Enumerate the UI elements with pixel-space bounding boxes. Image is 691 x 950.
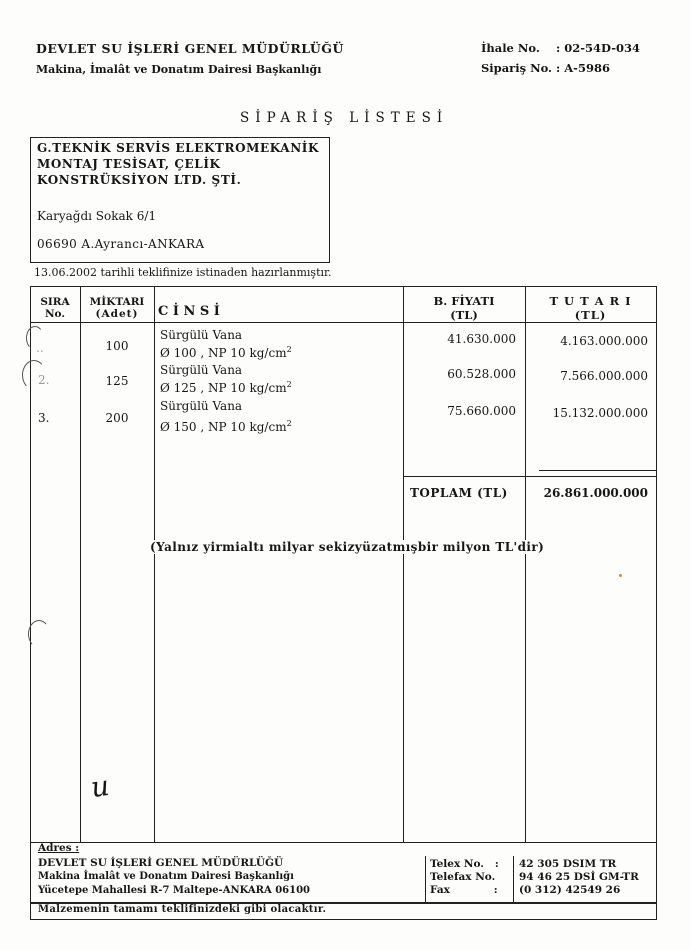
address-divider-1 <box>425 856 426 903</box>
table-header-rule <box>30 322 657 323</box>
stain-dot <box>619 574 622 577</box>
row-unit-price: 60.528.000 <box>447 367 516 381</box>
address-line-1: DEVLET SU İŞLERİ GENEL MÜDÜRLÜĞÜ <box>38 857 284 869</box>
header-cinsi: C İ N S İ <box>158 304 220 319</box>
total-underline <box>539 470 656 471</box>
row-desc-name: Sürgülü Vana <box>160 399 243 413</box>
row-quantity: 200 <box>105 411 129 425</box>
org-name: DEVLET SU İŞLERİ GENEL MÜDÜRLÜĞÜ <box>36 41 344 56</box>
col-divider-1 <box>80 286 81 842</box>
col-divider-2 <box>154 286 155 842</box>
page-title: SİPARİŞ LİSTESİ <box>240 110 449 126</box>
siparis-value: : A-5986 <box>556 61 610 75</box>
address-line-3: Yücetepe Mahallesi R-7 Maltepe-ANKARA 06100 <box>38 885 310 896</box>
punch-mark <box>28 620 50 648</box>
col-divider-3 <box>403 286 404 842</box>
address-line-2: Makina İmalât ve Donatım Dairesi Başkanlığı <box>38 871 294 882</box>
adres-label: Adres : <box>38 842 80 854</box>
row-number: 2. <box>38 373 50 387</box>
telex-label: Telex No. : <box>430 858 499 870</box>
row-desc-spec: Ø 100 , NP 10 $kg/cm^2$ <box>160 345 292 360</box>
siparis-label: Sipariş No. <box>481 61 553 75</box>
row-quantity: 125 <box>105 374 129 388</box>
row-desc-spec: Ø 125 , NP 10 $kg/cm^2$ <box>160 380 292 395</box>
row-total: 4.163.000.000 <box>560 334 648 348</box>
header-miktari: MİKTARI (Adet) <box>89 296 145 320</box>
header-tutari: T U T A R I (TL) <box>549 294 632 322</box>
row-number: .. <box>36 341 44 355</box>
row-total: 7.566.000.000 <box>560 369 648 383</box>
row-desc-spec: Ø 150 , NP 10 $kg/cm^2$ <box>160 419 292 434</box>
ihale-label: İhale No. <box>481 41 540 55</box>
fax-value: (0 312) 42549 26 <box>519 884 621 896</box>
row-unit-price: 41.630.000 <box>447 332 516 346</box>
dept-name: Makina, İmalât ve Donatım Dairesi Başkanlığı <box>36 63 322 76</box>
handwritten-initial: u <box>88 768 112 805</box>
total-value: 26.861.000.000 <box>543 486 648 500</box>
punch-mark <box>22 360 46 390</box>
row-unit-price: 75.660.000 <box>447 404 516 418</box>
ihale-value: : 02-54D-034 <box>556 41 640 55</box>
row-desc-name: Sürgülü Vana <box>160 328 243 342</box>
reference-note: 13.06.2002 tarihli teklifinize istinaden hazırlanmıştır. <box>34 266 332 279</box>
punch-mark <box>26 326 44 350</box>
recipient-line-2: MONTAJ TESİSAT, ÇELİK <box>37 157 221 171</box>
telefax-value: 94 46 25 DSİ GM-TR <box>519 871 639 883</box>
address-divider-2 <box>513 856 514 903</box>
col-divider-4 <box>525 286 526 842</box>
telex-value: 42 305 DSIM TR <box>519 858 617 870</box>
recipient-line-1: G.TEKNİK SERVİS ELEKTROMEKANİK <box>37 141 320 155</box>
amount-in-words: (Yalnız yirmialtı milyar sekizyüzatmışbir milyon TL'dir) <box>150 540 545 554</box>
recipient-street: Karyağdı Sokak 6/1 <box>37 209 157 223</box>
total-rule <box>403 476 656 477</box>
row-quantity: 100 <box>105 339 129 353</box>
header-sira: SIRA No. <box>40 296 70 320</box>
row-total: 15.132.000.000 <box>552 406 648 420</box>
row-desc-name: Sürgülü Vana <box>160 363 243 377</box>
recipient-line-3: KONSTRÜKSİYON LTD. ŞTİ. <box>37 173 242 187</box>
header-birim-fiyati: B. FİYATI (TL) <box>433 294 495 322</box>
telefax-label: Telefax No. <box>430 871 496 883</box>
total-label: TOPLAM (TL) <box>410 486 508 500</box>
row-number: 3. <box>38 411 50 425</box>
fax-label: Fax : <box>430 884 498 896</box>
footer-note: Malzemenin tamamı teklifinizdeki gibi olacaktır. <box>38 904 327 915</box>
recipient-city: 06690 A.Ayrancı-ANKARA <box>37 237 205 251</box>
